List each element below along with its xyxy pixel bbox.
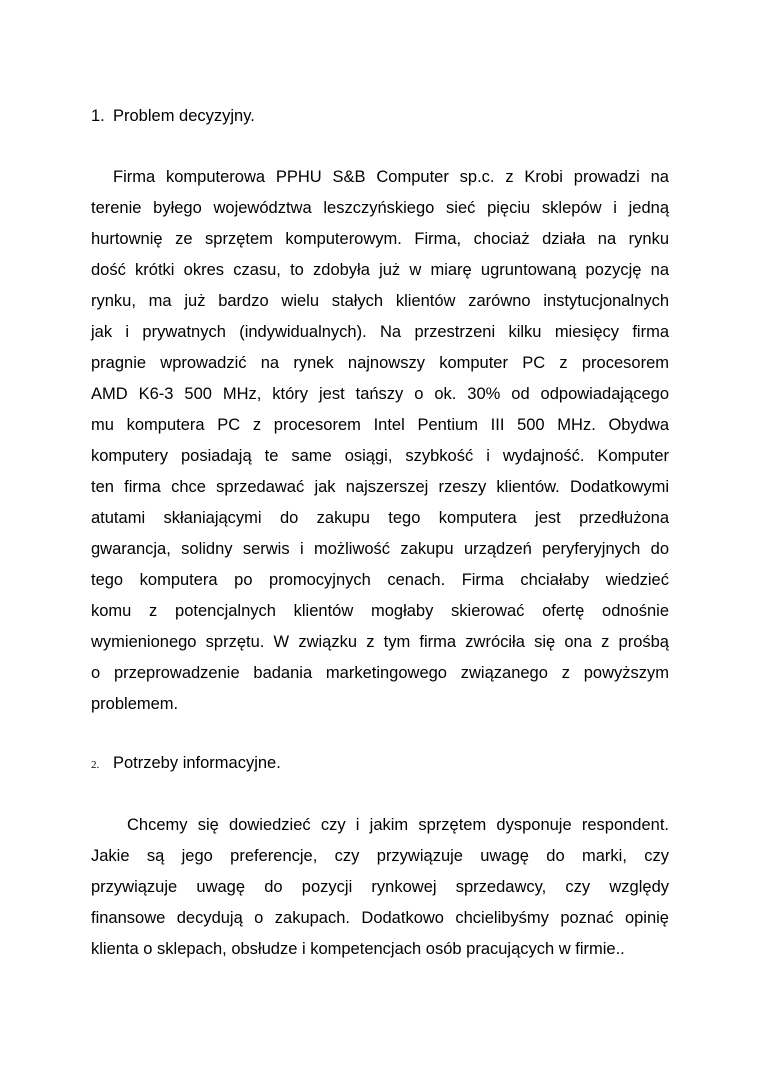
section1-line: komputery posiadają te same osiągi, szybkość i wydajność. Komputer (91, 447, 669, 465)
section1-line: gwarancja, solidny serwis i możliwość zakupu urządzeń peryferyjnych do (91, 540, 669, 558)
section2-line: Jakie są jego preferencje, czy przywiązuje uwagę do marki, czy (91, 847, 669, 865)
section2-title: Potrzeby informacyjne. (113, 754, 281, 772)
section1-line: o przeprowadzenie badania marketingowego związanego z powyższym (91, 664, 669, 682)
section1-line: hurtownię ze sprzętem komputerowym. Firma, chociaż działa na rynku (91, 230, 669, 248)
section1-line: Firma komputerowa PPHU S&B Computer sp.c. z Krobi prowadzi na (113, 168, 669, 186)
section1-paragraph (91, 162, 669, 720)
section1-line: mu komputera PC z procesorem Intel Pentium III 500 MHz. Obydwa (91, 416, 669, 434)
section1-line: rynku, ma już bardzo wielu stałych klientów zarówno instytucjonalnych (91, 292, 669, 310)
section2-line: klienta o sklepach, obsłudze i kompetencjach osób pracujących w firmie.. (91, 940, 625, 958)
section1-line: dość krótki okres czasu, to zdobyła już w miarę ugruntowaną pozycję na (91, 261, 669, 279)
section2-heading (91, 753, 281, 775)
section1-line: pragnie wprowadzić na rynek najnowszy komputer PC z procesorem (91, 354, 669, 372)
section1-title: Problem decyzyjny. (113, 107, 255, 125)
section1-line: AMD K6-3 500 MHz, który jest tańszy o ok. 30% od odpowiadającego (91, 385, 669, 403)
section1-line: komu z potencjalnych klientów mogłaby skierować ofertę odnośnie (91, 602, 669, 620)
section2-line: przywiązuje uwagę do pozycji rynkowej sprzedawcy, czy względy (91, 878, 669, 896)
section1-number: 1. (91, 107, 105, 125)
section2-line: finansowe decydują o zakupach. Dodatkowo chcielibyśmy poznać opinię (91, 909, 669, 927)
section1-line: problemem. (91, 695, 179, 713)
section1-line: ten firma chce sprzedawać jak najszerszej rzeszy klientów. Dodatkowymi (91, 478, 669, 496)
section1-line: atutami skłaniającymi do zakupu tego komputera jest przedłużona (91, 509, 669, 527)
section2-number: 2. (91, 759, 100, 771)
section1-line: tego komputera po promocyjnych cenach. Firma chciałaby wiedzieć (91, 571, 669, 589)
section1-line: wymienionego sprzętu. W związku z tym firma zwróciła się ona z prośbą (91, 633, 669, 651)
section2-paragraph (91, 810, 669, 965)
section1-line: terenie byłego województwa leszczyńskiego sieć pięciu sklepów i jedną (91, 199, 669, 217)
section1-line: jak i prywatnych (indywidualnych). Na przestrzeni kilku miesięcy firma (91, 323, 669, 341)
section2-line: Chcemy się dowiedzieć czy i jakim sprzętem dysponuje respondent. (127, 816, 669, 834)
section1-heading (91, 106, 255, 126)
